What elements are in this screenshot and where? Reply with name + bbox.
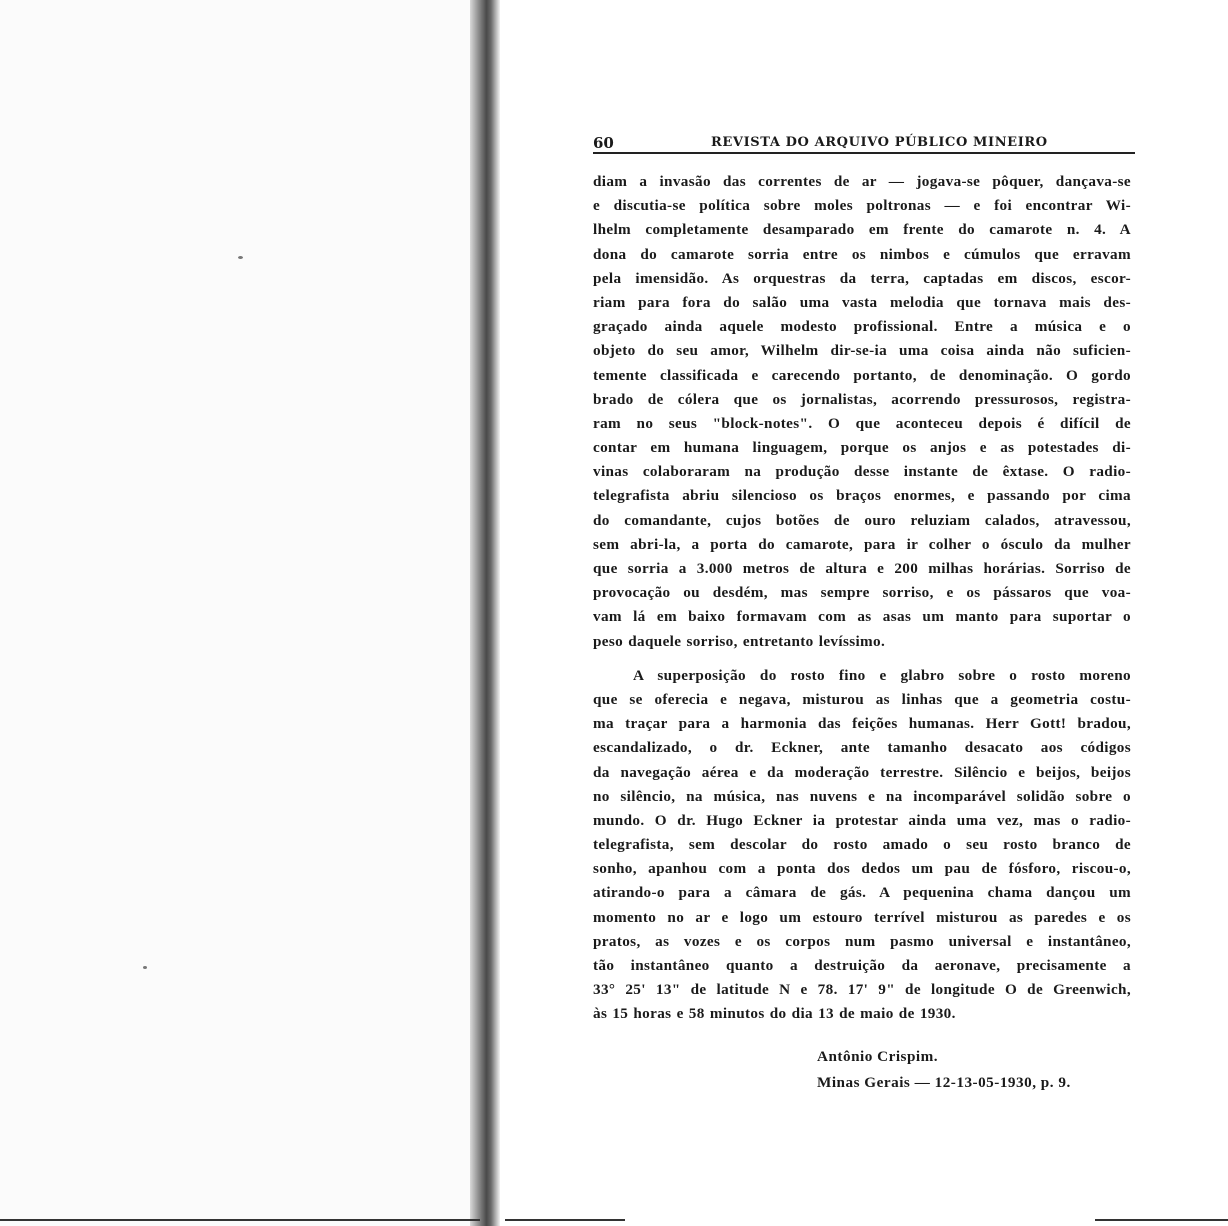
text-line: no silêncio, na música, nas nuvens e na incomparável solidão sobre o: [593, 787, 1131, 805]
text-line: ma traçar para a harmonia das feições humanas. Herr Gott! bradou,: [593, 715, 1131, 733]
text-line: diam a invasão das correntes de ar — jogava-se pôquer, dançava-se: [593, 173, 1131, 190]
text-line: atirando-o para a câmara de gás. A pequenina chama dançou um: [593, 884, 1131, 902]
text-line: dona do camarote sorria entre os nimbos e cúmulos que erravam: [593, 245, 1131, 263]
text-line: vam lá em baixo formavam com as asas um manto para suportar o: [593, 608, 1131, 626]
text-line: que sorria a 3.000 metros de altura e 200 milhas horárias. Sorriso de: [593, 560, 1131, 577]
signature-block: [817, 1044, 1147, 1096]
text-line: às 15 horas e 58 minutos do dia 13 de maio de 1930.: [593, 1005, 956, 1023]
author-name: Antônio Crispim.: [817, 1048, 939, 1065]
text-line: lhelm completamente desamparado em frente do camarote n. 4. A: [593, 221, 1131, 239]
text-line: riam para fora do salão uma vasta melodia que tornava mais des-: [593, 293, 1131, 311]
journal-title: REVISTA DO ARQUIVO PÚBLICO MINEIRO: [711, 135, 1048, 150]
text-line: e discutia-se política sobre moles poltronas — e foi encontrar Wi-: [593, 197, 1131, 215]
article-body: [593, 170, 1131, 1027]
text-line: telegrafista abriu silencioso os braços enormes, e passando por cima: [593, 487, 1131, 505]
text-line: tão instantâneo quanto a destruição da aeronave, precisamente a: [593, 957, 1131, 974]
text-line: contar em humana linguagem, porque os anjos e as potestades di-: [593, 439, 1131, 457]
text-line: A superposição do rosto fino e glabro sobre o rosto moreno: [633, 666, 1131, 684]
text-line: objeto do seu amor, Wilhelm dir-se-ia uma coisa ainda não suficien-: [593, 342, 1131, 360]
text-line: brado de cólera que os jornalistas, acorrendo pressurosos, registra-: [593, 390, 1131, 408]
text-line: graçado ainda aquele modesto profissional. Entre a música e o: [593, 318, 1131, 336]
text-line: mundo. O dr. Hugo Eckner ia protestar ainda uma vez, mas o radio-: [593, 811, 1131, 829]
text-line: temente classificada e carecendo portanto, de denominação. O gordo: [593, 366, 1131, 384]
text-line: pela imensidão. As orquestras da terra, captadas em discos, escor-: [593, 269, 1131, 287]
text-line: ram no seus "block-notes". O que aconteceu depois é difícil de: [593, 414, 1131, 432]
scan-speck: [143, 966, 147, 969]
text-line: momento no ar e logo um estouro terrível misturou as paredes e os: [593, 908, 1131, 926]
text-line: telegrafista, sem descolar do rosto amado o seu rosto branco de: [593, 836, 1131, 854]
text-line: sem abri-la, a porta do camarote, para ir colher o ósculo da mulher: [593, 535, 1131, 553]
page-edge-line: [0, 1219, 480, 1221]
text-line: sonho, apanhou com a ponta dos dedos um pau de fósforo, riscou-o,: [593, 860, 1131, 878]
page-edge-line: [505, 1219, 625, 1221]
text-line: provocação ou desdém, mas sempre sorriso, e os pássaros que voa-: [593, 584, 1131, 602]
text-line: pratos, as vozes e os corpos num pasmo universal e instantâneo,: [593, 932, 1131, 950]
header-rule: [593, 152, 1135, 154]
paragraph-1: [593, 170, 1131, 654]
source-citation: Minas Gerais — 12-13-05-1930, p. 9.: [817, 1074, 1071, 1091]
book-gutter: [470, 0, 500, 1226]
text-line: escandalizado, o dr. Eckner, ante tamanho desacato aos códigos: [593, 739, 1131, 757]
paragraph-gap: [593, 654, 1131, 664]
text-line: que se oferecia e negava, misturou as linhas que a geometria costu-: [593, 690, 1131, 708]
page-edge-line: [1095, 1219, 1228, 1221]
text-line: 33° 25' 13" de latitude N e 78. 17' 9" de longitude O de Greenwich,: [593, 981, 1131, 999]
paragraph-2: [593, 664, 1131, 1027]
running-header: [593, 132, 1133, 154]
left-blank-page: [0, 0, 470, 1226]
text-line: vinas colaboraram na produção desse instante de êxtase. O radio-: [593, 463, 1131, 481]
text-line: peso daquele sorriso, entretanto levíssimo.: [593, 632, 886, 650]
page-number: 60: [593, 134, 614, 152]
scan-speck: [238, 256, 243, 259]
text-line: da navegação aérea e da moderação terrestre. Silêncio e beijos, beijos: [593, 763, 1131, 781]
text-line: do comandante, cujos botões de ouro reluziam calados, atravessou,: [593, 511, 1131, 529]
